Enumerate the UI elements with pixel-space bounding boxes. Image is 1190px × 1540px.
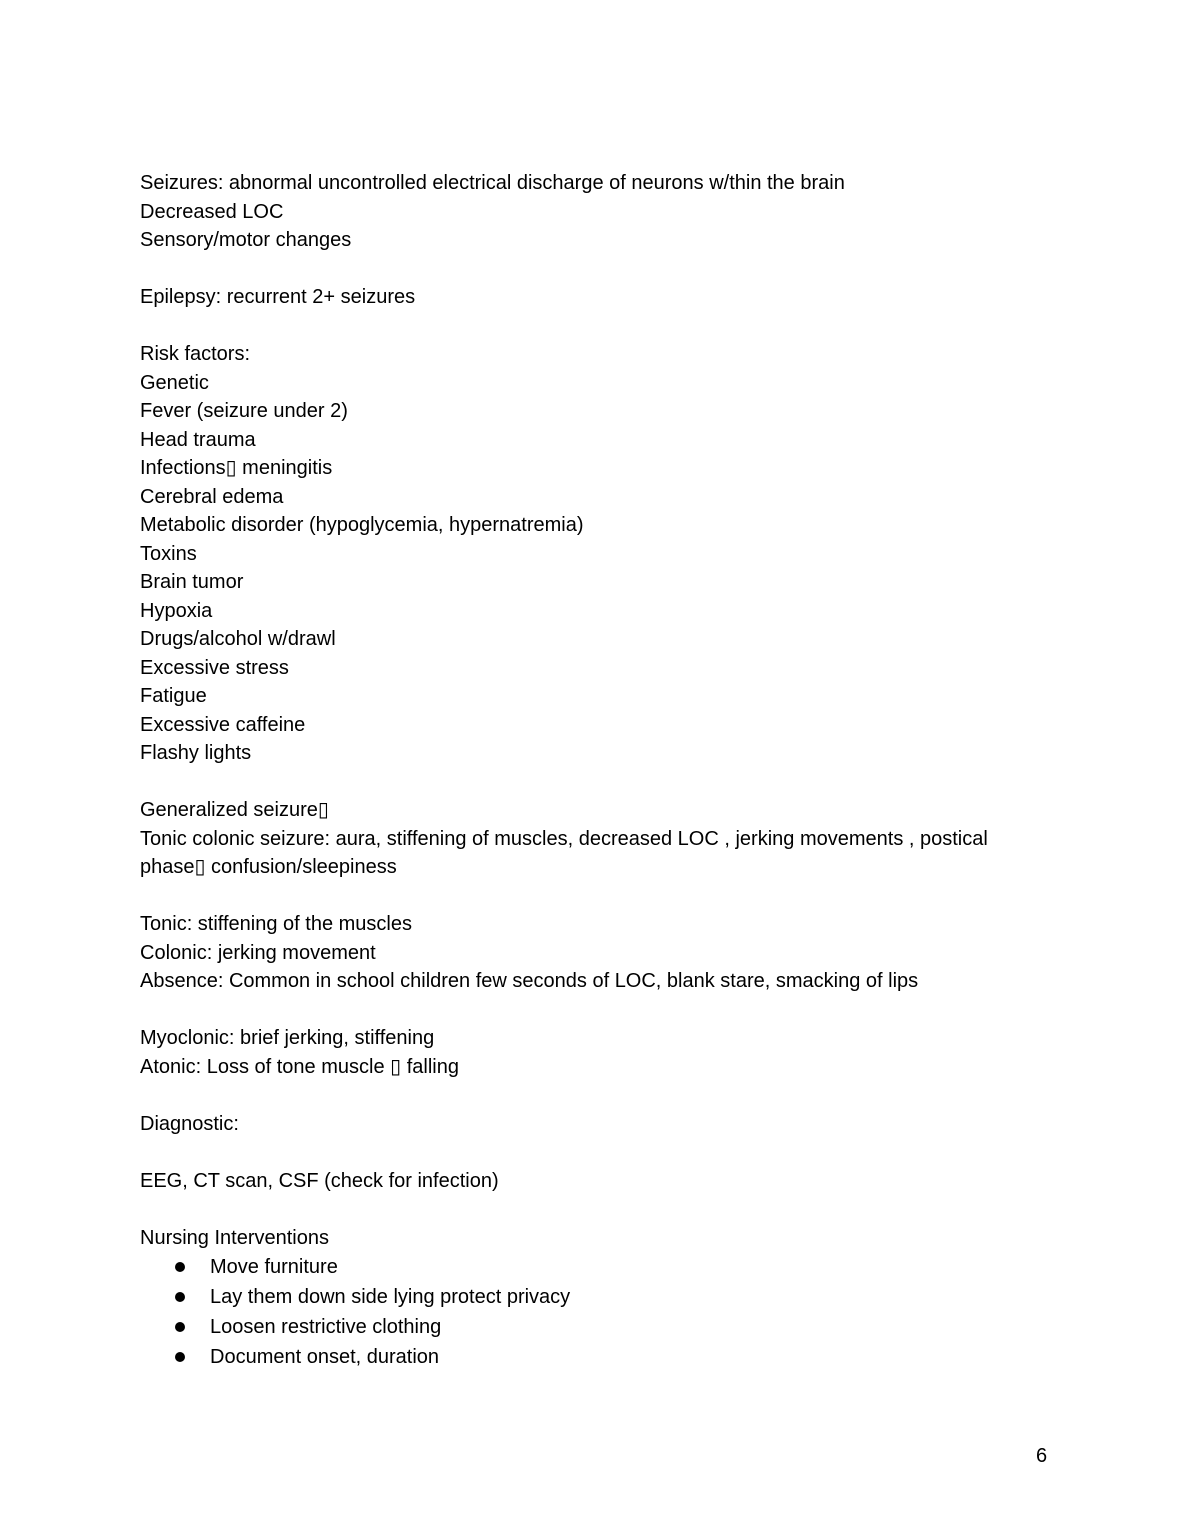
text-line: Myoclonic: brief jerking, stiffening <box>140 1027 435 1049</box>
bullet-icon <box>175 1292 185 1302</box>
text-line: Decreased LOC <box>140 200 284 223</box>
nursing-interventions-heading: Nursing Interventions <box>140 1226 329 1249</box>
risk-factor-item: Excessive stress <box>140 656 289 679</box>
blank-line <box>140 768 1050 797</box>
diagnostic-heading: Diagnostic: <box>140 1112 239 1135</box>
seizures-definition: Seizures: abnormal uncontrolled electrical discharge of neurons w/thin the brain <box>140 172 845 194</box>
risk-factor-item: Metabolic disorder (hypoglycemia, hypernatremia) <box>140 514 584 536</box>
text-line: Absence: Common in school children few seconds of LOC, blank stare, smacking of lips <box>140 970 919 992</box>
blank-line <box>140 1081 1050 1110</box>
blank-line <box>140 1195 1050 1224</box>
risk-factor-item: Head trauma <box>140 428 256 451</box>
risk-factor-item: Drugs/alcohol w/drawl <box>140 628 336 650</box>
blank-line <box>140 882 1050 911</box>
risk-factor-item: Flashy lights <box>140 742 252 764</box>
document-body <box>140 169 1050 1372</box>
list-item-text: Loosen restrictive clothing <box>210 1316 442 1338</box>
list-item <box>140 1312 1050 1342</box>
nursing-interventions-list <box>140 1252 1050 1372</box>
list-item <box>140 1252 1050 1282</box>
risk-factor-item: Fever (seizure under 2) <box>140 400 348 422</box>
text-line: Colonic: jerking movement <box>140 941 376 964</box>
risk-factor-item: Genetic <box>140 371 209 394</box>
blank-line <box>140 996 1050 1025</box>
text-line: EEG, CT scan, CSF (check for infection) <box>140 1169 499 1192</box>
text-line: Atonic: Loss of tone muscle ▯ falling <box>140 1055 459 1078</box>
list-item-text: Move furniture <box>210 1256 338 1278</box>
list-item-text: Lay them down side lying protect privacy <box>210 1286 571 1308</box>
risk-factor-item: Cerebral edema <box>140 485 284 508</box>
risk-factors-heading: Risk factors: <box>140 343 251 365</box>
list-item-text: Document onset, duration <box>210 1346 440 1368</box>
page-number: 6 <box>1036 1445 1048 1467</box>
risk-factor-item: Brain tumor <box>140 571 244 593</box>
text-line: Tonic colonic seizure: aura, stiffening of muscles, decreased LOC , jerking movements , postical <box>140 827 988 850</box>
list-item <box>140 1282 1050 1312</box>
risk-factor-item: Toxins <box>140 542 197 565</box>
blank-line <box>140 255 1050 284</box>
list-item <box>140 1342 1050 1372</box>
risk-factor-item: Excessive caffeine <box>140 713 306 736</box>
text-line: phase▯ confusion/sleepiness <box>140 856 397 878</box>
text-line: Sensory/motor changes <box>140 229 352 251</box>
bullet-icon <box>175 1262 185 1272</box>
risk-factor-item: Infections▯ meningitis <box>140 457 333 479</box>
risk-factor-item: Fatigue <box>140 685 207 707</box>
blank-line <box>140 1138 1050 1167</box>
bullet-icon <box>175 1352 185 1362</box>
risk-factor-item: Hypoxia <box>140 599 213 622</box>
text-line: Tonic: stiffening of the muscles <box>140 913 412 935</box>
bullet-icon <box>175 1322 185 1332</box>
blank-line <box>140 312 1050 341</box>
generalized-seizure-heading: Generalized seizure▯ <box>140 799 329 821</box>
epilepsy-definition: Epilepsy: recurrent 2+ seizures <box>140 286 416 308</box>
